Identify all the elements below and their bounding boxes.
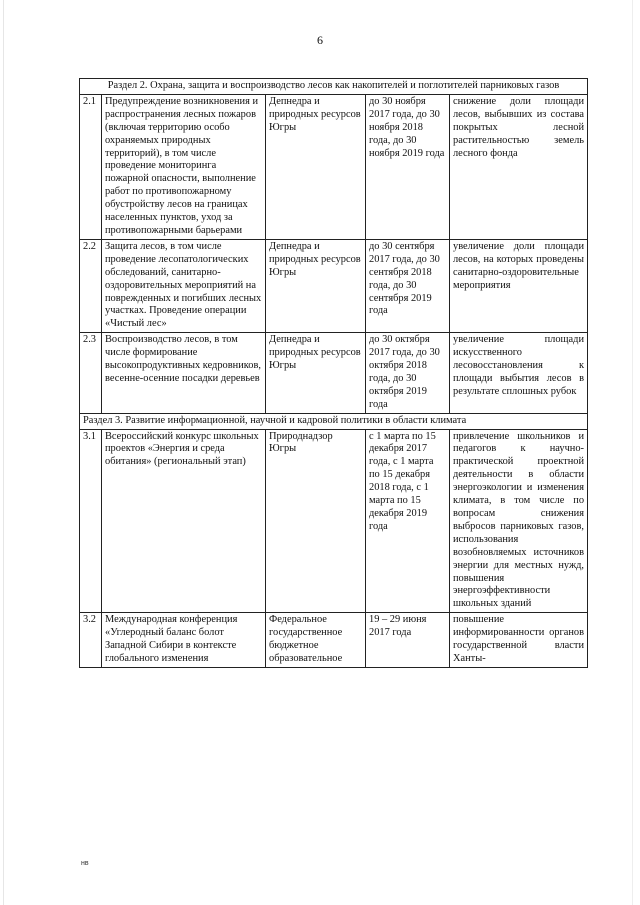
table-row xyxy=(80,239,588,332)
deadline-cell: до 30 сентября 2017 года, до 30 сентября 2018 года, до 30 сентября 2019 года xyxy=(366,239,450,332)
section-title: Раздел 2. Охрана, защита и воспроизводство лесов как накопителей и поглотителей парниковых газов xyxy=(80,79,588,95)
result-cell: увеличение доли площади лесов, на которых проведены санитарно-оздоровительные мероприятия xyxy=(450,239,588,332)
row-number: 2.1 xyxy=(80,94,102,239)
measure-cell: Защита лесов, в том числе проведение лесопатологических обследований, санитарно-оздоровительных мероприятий на поврежденных и погибших лесных участках. Проведение операции «Чистый лес» xyxy=(102,239,266,332)
scan-edge-right xyxy=(632,0,633,905)
table-row xyxy=(80,333,588,413)
executor-cell: Природнадзор Югры xyxy=(266,429,366,613)
measures-table xyxy=(79,78,588,668)
executor-cell: Депнедра и природных ресурсов Югры xyxy=(266,94,366,239)
deadline-cell: до 30 октября 2017 года, до 30 октября 2018 года, до 30 октября 2019 года xyxy=(366,333,450,413)
deadline-cell: до 30 ноября 2017 года, до 30 ноября 2018 года, до 30 ноября 2019 года xyxy=(366,94,450,239)
measures-table-body xyxy=(80,79,588,668)
deadline-cell: 19 – 29 июня 2017 года xyxy=(366,613,450,668)
measure-cell: Воспроизводство лесов, в том числе формирование высокопродуктивных кедровников, весенне-осенние посадки деревьев xyxy=(102,333,266,413)
measure-cell: Международная конференция «Углеродный баланс болот Западной Сибири в контексте глобального изменения xyxy=(102,613,266,668)
section-header-row xyxy=(80,413,588,429)
executor-cell: Депнедра и природных ресурсов Югры xyxy=(266,239,366,332)
row-number: 2.3 xyxy=(80,333,102,413)
result-cell: снижение доли площади лесов, выбывших из состава покрытых лесной растительностью земель лесного фонда xyxy=(450,94,588,239)
table-row xyxy=(80,94,588,239)
row-number: 3.2 xyxy=(80,613,102,668)
row-number: 2.2 xyxy=(80,239,102,332)
executor-cell: Федеральное государственное бюджетное образовательное xyxy=(266,613,366,668)
deadline-cell: с 1 марта по 15 декабря 2017 года, с 1 марта по 15 декабря 2018 года, с 1 марта по 15 декабря 2019 года xyxy=(366,429,450,613)
row-number: 3.1 xyxy=(80,429,102,613)
footer-mark: нв xyxy=(81,860,89,867)
table-row xyxy=(80,429,588,613)
table-row xyxy=(80,613,588,668)
scan-edge-left xyxy=(3,0,4,905)
section-header-row xyxy=(80,79,588,95)
executor-cell: Депнедра и природных ресурсов Югры xyxy=(266,333,366,413)
result-cell: повышение информированности органов государственной власти Ханты- xyxy=(450,613,588,668)
measure-cell: Всероссийский конкурс школьных проектов «Энергия и среда обитания» (региональный этап) xyxy=(102,429,266,613)
section-title: Раздел 3. Развитие информационной, научной и кадровой политики в области климата xyxy=(80,413,588,429)
result-cell: привлечение школьников и педагогов к научно-практической проектной деятельности в области энергоэкологии и изменения климата, в том числе по вопросам снижения выбросов парниковых газов, использования возобновляемых источников энергии для местных нужд, повышения энергоэффективности школьных зданий xyxy=(450,429,588,613)
page-number: 6 xyxy=(317,33,323,47)
result-cell: увеличение площади искусственного лесовосстановления к площади выбытия лесов в результате сплошных рубок xyxy=(450,333,588,413)
measure-cell: Предупреждение возникновения и распространения лесных пожаров (включая территорию особо охраняемых природных территорий), в том числе проведение мониторинга пожарной опасности, выполнение работ по противопожарному обустройству лесов на границах населенных пунктов, уход за противопожарными барьерами xyxy=(102,94,266,239)
